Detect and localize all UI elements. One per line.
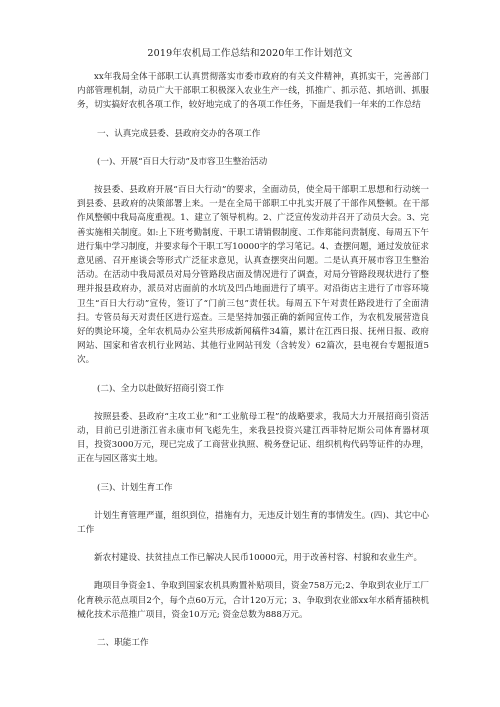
section-heading: 二、职能工作 [97, 638, 149, 649]
body-paragraph: 计划生育管理严谨，组织到位，措施有力，无违反计划生育的事情发生。(四)、其它中心工作 [77, 510, 429, 536]
body-paragraph: 按照县委、县政府“主攻工业”和“工业航母工程”的战略要求，我局大力开展招商引资活动，目前已引进浙江省永康市何飞彪先生，来我县投资兴建江西菲特尼斯公司体育器材项目，投资3000万元，现已完成了工商营业执照、税务登记证、组织机构代码等证件的办理，正在与园区落实土地。 [77, 411, 429, 465]
document-title: 2019年农机局工作总结和2020年工作计划范文 [147, 48, 353, 59]
intro-paragraph: xx年我局全体干部职工认真贯彻落实市委市政府的有关文件精神，真抓实干，完善部门内部管理机制，动员广大干部职工积极深入农业生产一线，抓推广、抓示范、抓培训、抓服务，切实搞好农机各项工作，较好地完成了的各项工作任务，下面是我们一年来的工作总结 [77, 72, 429, 111]
body-paragraph: 按县委、县政府开展“百日大行动”的要求，全面动员，使全局干部职工思想和行动统一到县委、县政府的决策部署上来。一是在全局干部职工中扎实开展了干部作风整顿。在干部作风整顿中我局高度重视。1、建立了领导机构。2、广泛宣传发动并召开了动员大会。3、完善实施相关制度。如:上下班考勤制度、干职工请销假制度、工作郑能问责制度、每周五下午进行集中学习制度，并要求每个干职工写10000字的学习笔记。4、查摆问题，通过发放征求意见函、召开座谈会等形式广泛征求意见，认真查摆突出问题。二是认真开展市容卫生整治活动。在活动中我局派员对局分管路段店面及情况进行了调查，对局分管路段现状进行了整理并报县政府办，派员对店面前的水坑及凹凸地面进行了填平。对沿街店主进行了市容环境卫生“百日大行动”宣传，签订了“门前三包”责任状。每周五下午对责任路段进行了全面清扫。专管员每天对责任区进行巡查。三是坚持加强正确的新闻宣传工作，为农机发展营造良好的舆论环境，全年农机局办公室共形成新闻稿件34篇，累计在江西日报、抚州日报、政府网站、国家和省农机行业网站、其他行业网站刊发（含转发）62篇次，县电视台专题报道5次。 [77, 185, 429, 366]
subsection-heading: (三)、计划生育工作 [97, 482, 173, 493]
subsection-heading: (二)、全力以赴做好招商引资工作 [97, 383, 225, 394]
body-paragraph: 新农村建设、扶贫挂点工作已解决人民币10000元，用于改善村容、村貌和农业生产。 [94, 553, 423, 564]
document-body [77, 70, 429, 664]
section-heading: 一、认真完成县委、县政府交办的各项工作 [97, 128, 261, 139]
body-paragraph: 跑项目争资金1、争取到国家农机具购置补贴项目，资金758万元;2、争取到农业厅工厂化育秧示范点项目2个，每个点60万元，合计120万元；3、争取到农业部xx年水稻育插秧机械化技术示范推广项目，资金10万元; 资金总数为888万元。 [77, 581, 429, 620]
subsection-heading: (一)、开展“百日大行动”及市容卫生整治活动 [97, 156, 268, 167]
